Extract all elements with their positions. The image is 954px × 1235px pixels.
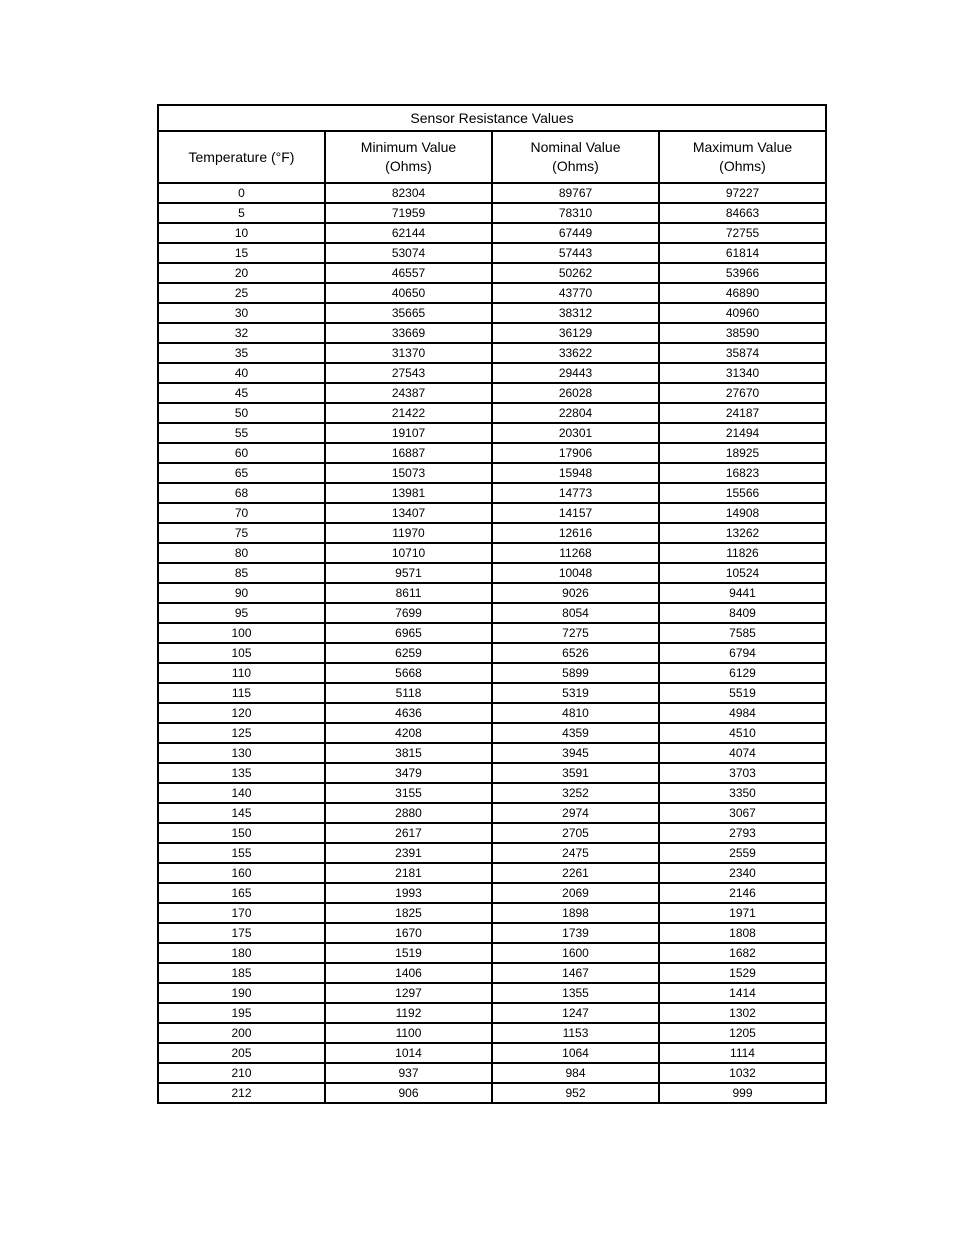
cell-temperature: 160	[158, 863, 325, 883]
cell-temperature: 200	[158, 1023, 325, 1043]
cell-temperature: 195	[158, 1003, 325, 1023]
cell-maximum: 24187	[659, 403, 826, 423]
table-row	[158, 263, 826, 283]
table-row	[158, 1083, 826, 1103]
cell-minimum: 1192	[325, 1003, 492, 1023]
cell-nominal: 2261	[492, 863, 659, 883]
cell-maximum: 6794	[659, 643, 826, 663]
cell-maximum: 40960	[659, 303, 826, 323]
cell-minimum: 3155	[325, 783, 492, 803]
header-minimum-value	[325, 131, 492, 183]
cell-maximum: 1302	[659, 1003, 826, 1023]
cell-nominal: 4810	[492, 703, 659, 723]
cell-nominal: 36129	[492, 323, 659, 343]
cell-minimum: 21422	[325, 403, 492, 423]
cell-temperature: 105	[158, 643, 325, 663]
cell-temperature: 90	[158, 583, 325, 603]
cell-nominal: 952	[492, 1083, 659, 1103]
cell-nominal: 29443	[492, 363, 659, 383]
cell-maximum: 3703	[659, 763, 826, 783]
cell-minimum: 7699	[325, 603, 492, 623]
cell-nominal: 7275	[492, 623, 659, 643]
cell-nominal: 10048	[492, 563, 659, 583]
cell-nominal: 4359	[492, 723, 659, 743]
cell-nominal: 11268	[492, 543, 659, 563]
table-row	[158, 523, 826, 543]
cell-nominal: 22804	[492, 403, 659, 423]
table-row	[158, 903, 826, 923]
header-maximum-label: Maximum Value	[692, 139, 793, 155]
cell-nominal: 1898	[492, 903, 659, 923]
cell-temperature: 130	[158, 743, 325, 763]
cell-maximum: 2793	[659, 823, 826, 843]
cell-minimum: 1993	[325, 883, 492, 903]
cell-temperature: 125	[158, 723, 325, 743]
cell-maximum: 5519	[659, 683, 826, 703]
table-row	[158, 823, 826, 843]
cell-minimum: 15073	[325, 463, 492, 483]
table-row	[158, 1063, 826, 1083]
cell-nominal: 2974	[492, 803, 659, 823]
table-row	[158, 443, 826, 463]
table-row	[158, 963, 826, 983]
cell-minimum: 1297	[325, 983, 492, 1003]
cell-nominal: 5899	[492, 663, 659, 683]
cell-minimum: 11970	[325, 523, 492, 543]
cell-minimum: 35665	[325, 303, 492, 323]
table-row	[158, 1023, 826, 1043]
table-row	[158, 883, 826, 903]
cell-temperature: 175	[158, 923, 325, 943]
header-minimum-label: Minimum Value	[360, 139, 457, 155]
cell-temperature: 0	[158, 183, 325, 203]
table-row	[158, 983, 826, 1003]
table-row	[158, 583, 826, 603]
cell-temperature: 25	[158, 283, 325, 303]
cell-temperature: 35	[158, 343, 325, 363]
table-row	[158, 623, 826, 643]
cell-minimum: 9571	[325, 563, 492, 583]
cell-maximum: 11826	[659, 543, 826, 563]
cell-maximum: 61814	[659, 243, 826, 263]
cell-maximum: 18925	[659, 443, 826, 463]
table-row	[158, 303, 826, 323]
cell-temperature: 212	[158, 1083, 325, 1103]
cell-nominal: 2069	[492, 883, 659, 903]
table-row	[158, 343, 826, 363]
cell-maximum: 46890	[659, 283, 826, 303]
table-row	[158, 563, 826, 583]
cell-temperature: 15	[158, 243, 325, 263]
cell-maximum: 2340	[659, 863, 826, 883]
cell-maximum: 1529	[659, 963, 826, 983]
cell-nominal: 33622	[492, 343, 659, 363]
cell-maximum: 38590	[659, 323, 826, 343]
cell-minimum: 16887	[325, 443, 492, 463]
cell-maximum: 13262	[659, 523, 826, 543]
cell-temperature: 170	[158, 903, 325, 923]
cell-nominal: 6526	[492, 643, 659, 663]
cell-temperature: 210	[158, 1063, 325, 1083]
cell-minimum: 5668	[325, 663, 492, 683]
table-row	[158, 803, 826, 823]
cell-temperature: 32	[158, 323, 325, 343]
cell-nominal: 3252	[492, 783, 659, 803]
header-nominal-label: Nominal Value	[530, 139, 621, 155]
cell-temperature: 185	[158, 963, 325, 983]
cell-temperature: 205	[158, 1043, 325, 1063]
cell-temperature: 70	[158, 503, 325, 523]
cell-minimum: 27543	[325, 363, 492, 383]
cell-temperature: 165	[158, 883, 325, 903]
cell-minimum: 53074	[325, 243, 492, 263]
cell-minimum: 71959	[325, 203, 492, 223]
cell-minimum: 4208	[325, 723, 492, 743]
table-row	[158, 783, 826, 803]
table-row	[158, 283, 826, 303]
cell-maximum: 35874	[659, 343, 826, 363]
cell-minimum: 1670	[325, 923, 492, 943]
cell-temperature: 60	[158, 443, 325, 463]
cell-minimum: 40650	[325, 283, 492, 303]
cell-nominal: 1739	[492, 923, 659, 943]
table-row	[158, 1043, 826, 1063]
cell-nominal: 50262	[492, 263, 659, 283]
cell-temperature: 140	[158, 783, 325, 803]
cell-minimum: 6259	[325, 643, 492, 663]
cell-nominal: 1247	[492, 1003, 659, 1023]
cell-nominal: 9026	[492, 583, 659, 603]
cell-nominal: 14157	[492, 503, 659, 523]
table-row	[158, 243, 826, 263]
cell-maximum: 3350	[659, 783, 826, 803]
cell-temperature: 95	[158, 603, 325, 623]
header-nominal-unit: (Ohms)	[552, 158, 599, 174]
cell-minimum: 2391	[325, 843, 492, 863]
table-row	[158, 603, 826, 623]
table-row	[158, 183, 826, 203]
table-title: Sensor Resistance Values	[158, 105, 826, 131]
table-body	[158, 183, 826, 1103]
cell-maximum: 3067	[659, 803, 826, 823]
table-row	[158, 743, 826, 763]
cell-temperature: 190	[158, 983, 325, 1003]
cell-maximum: 21494	[659, 423, 826, 443]
table-row	[158, 943, 826, 963]
cell-temperature: 145	[158, 803, 325, 823]
cell-minimum: 2617	[325, 823, 492, 843]
cell-minimum: 2181	[325, 863, 492, 883]
cell-nominal: 38312	[492, 303, 659, 323]
table-row	[158, 863, 826, 883]
cell-nominal: 20301	[492, 423, 659, 443]
cell-minimum: 1519	[325, 943, 492, 963]
cell-maximum: 1205	[659, 1023, 826, 1043]
table-row	[158, 763, 826, 783]
cell-maximum: 4984	[659, 703, 826, 723]
cell-nominal: 3945	[492, 743, 659, 763]
cell-nominal: 14773	[492, 483, 659, 503]
table-row	[158, 403, 826, 423]
table-row	[158, 223, 826, 243]
table-row	[158, 643, 826, 663]
cell-maximum: 53966	[659, 263, 826, 283]
cell-nominal: 984	[492, 1063, 659, 1083]
cell-maximum: 27670	[659, 383, 826, 403]
table-row	[158, 423, 826, 443]
cell-nominal: 12616	[492, 523, 659, 543]
cell-nominal: 89767	[492, 183, 659, 203]
cell-temperature: 150	[158, 823, 325, 843]
cell-temperature: 55	[158, 423, 325, 443]
cell-nominal: 1355	[492, 983, 659, 1003]
cell-nominal: 1064	[492, 1043, 659, 1063]
cell-temperature: 65	[158, 463, 325, 483]
cell-nominal: 1467	[492, 963, 659, 983]
table-row	[158, 483, 826, 503]
table-row	[158, 543, 826, 563]
cell-nominal: 2705	[492, 823, 659, 843]
cell-minimum: 4636	[325, 703, 492, 723]
cell-maximum: 16823	[659, 463, 826, 483]
cell-nominal: 5319	[492, 683, 659, 703]
cell-maximum: 97227	[659, 183, 826, 203]
cell-temperature: 30	[158, 303, 325, 323]
cell-maximum: 4074	[659, 743, 826, 763]
cell-minimum: 19107	[325, 423, 492, 443]
cell-temperature: 135	[158, 763, 325, 783]
cell-temperature: 85	[158, 563, 325, 583]
cell-nominal: 15948	[492, 463, 659, 483]
cell-maximum: 1682	[659, 943, 826, 963]
table-row	[158, 663, 826, 683]
cell-temperature: 40	[158, 363, 325, 383]
cell-maximum: 2559	[659, 843, 826, 863]
header-temperature: Temperature (°F)	[158, 131, 325, 183]
cell-minimum: 3479	[325, 763, 492, 783]
table-row	[158, 703, 826, 723]
table-row	[158, 503, 826, 523]
cell-minimum: 906	[325, 1083, 492, 1103]
header-minimum-unit: (Ohms)	[385, 158, 432, 174]
cell-temperature: 45	[158, 383, 325, 403]
cell-maximum: 6129	[659, 663, 826, 683]
header-nominal-value	[492, 131, 659, 183]
cell-nominal: 78310	[492, 203, 659, 223]
cell-temperature: 5	[158, 203, 325, 223]
cell-temperature: 50	[158, 403, 325, 423]
cell-minimum: 62144	[325, 223, 492, 243]
cell-minimum: 1825	[325, 903, 492, 923]
cell-temperature: 75	[158, 523, 325, 543]
cell-minimum: 46557	[325, 263, 492, 283]
cell-maximum: 999	[659, 1083, 826, 1103]
cell-nominal: 67449	[492, 223, 659, 243]
cell-nominal: 57443	[492, 243, 659, 263]
cell-maximum: 1032	[659, 1063, 826, 1083]
cell-temperature: 180	[158, 943, 325, 963]
table-row	[158, 363, 826, 383]
cell-minimum: 24387	[325, 383, 492, 403]
table-row	[158, 723, 826, 743]
cell-temperature: 120	[158, 703, 325, 723]
cell-nominal: 43770	[492, 283, 659, 303]
cell-maximum: 4510	[659, 723, 826, 743]
table-row	[158, 843, 826, 863]
cell-maximum: 15566	[659, 483, 826, 503]
cell-maximum: 84663	[659, 203, 826, 223]
cell-temperature: 20	[158, 263, 325, 283]
cell-nominal: 26028	[492, 383, 659, 403]
table-row	[158, 683, 826, 703]
cell-maximum: 72755	[659, 223, 826, 243]
cell-nominal: 1600	[492, 943, 659, 963]
cell-minimum: 8611	[325, 583, 492, 603]
cell-temperature: 155	[158, 843, 325, 863]
table-row	[158, 383, 826, 403]
cell-maximum: 1114	[659, 1043, 826, 1063]
cell-minimum: 13981	[325, 483, 492, 503]
header-maximum-unit: (Ohms)	[719, 158, 766, 174]
cell-minimum: 1014	[325, 1043, 492, 1063]
cell-minimum: 31370	[325, 343, 492, 363]
table-row	[158, 1003, 826, 1023]
cell-temperature: 100	[158, 623, 325, 643]
cell-minimum: 13407	[325, 503, 492, 523]
cell-minimum: 5118	[325, 683, 492, 703]
cell-minimum: 1100	[325, 1023, 492, 1043]
cell-maximum: 1808	[659, 923, 826, 943]
cell-maximum: 9441	[659, 583, 826, 603]
cell-nominal: 8054	[492, 603, 659, 623]
table-row	[158, 203, 826, 223]
cell-maximum: 1971	[659, 903, 826, 923]
cell-nominal: 2475	[492, 843, 659, 863]
cell-maximum: 14908	[659, 503, 826, 523]
cell-minimum: 3815	[325, 743, 492, 763]
cell-minimum: 82304	[325, 183, 492, 203]
table-row	[158, 923, 826, 943]
table-row	[158, 323, 826, 343]
cell-maximum: 7585	[659, 623, 826, 643]
cell-maximum: 31340	[659, 363, 826, 383]
cell-temperature: 110	[158, 663, 325, 683]
cell-minimum: 1406	[325, 963, 492, 983]
cell-temperature: 68	[158, 483, 325, 503]
cell-temperature: 10	[158, 223, 325, 243]
cell-maximum: 10524	[659, 563, 826, 583]
cell-nominal: 1153	[492, 1023, 659, 1043]
cell-minimum: 937	[325, 1063, 492, 1083]
cell-nominal: 17906	[492, 443, 659, 463]
cell-minimum: 2880	[325, 803, 492, 823]
cell-temperature: 80	[158, 543, 325, 563]
cell-maximum: 2146	[659, 883, 826, 903]
cell-maximum: 8409	[659, 603, 826, 623]
cell-minimum: 33669	[325, 323, 492, 343]
cell-minimum: 10710	[325, 543, 492, 563]
table-row	[158, 463, 826, 483]
cell-minimum: 6965	[325, 623, 492, 643]
cell-maximum: 1414	[659, 983, 826, 1003]
cell-temperature: 115	[158, 683, 325, 703]
sensor-resistance-table	[157, 104, 827, 1104]
cell-nominal: 3591	[492, 763, 659, 783]
header-maximum-value	[659, 131, 826, 183]
